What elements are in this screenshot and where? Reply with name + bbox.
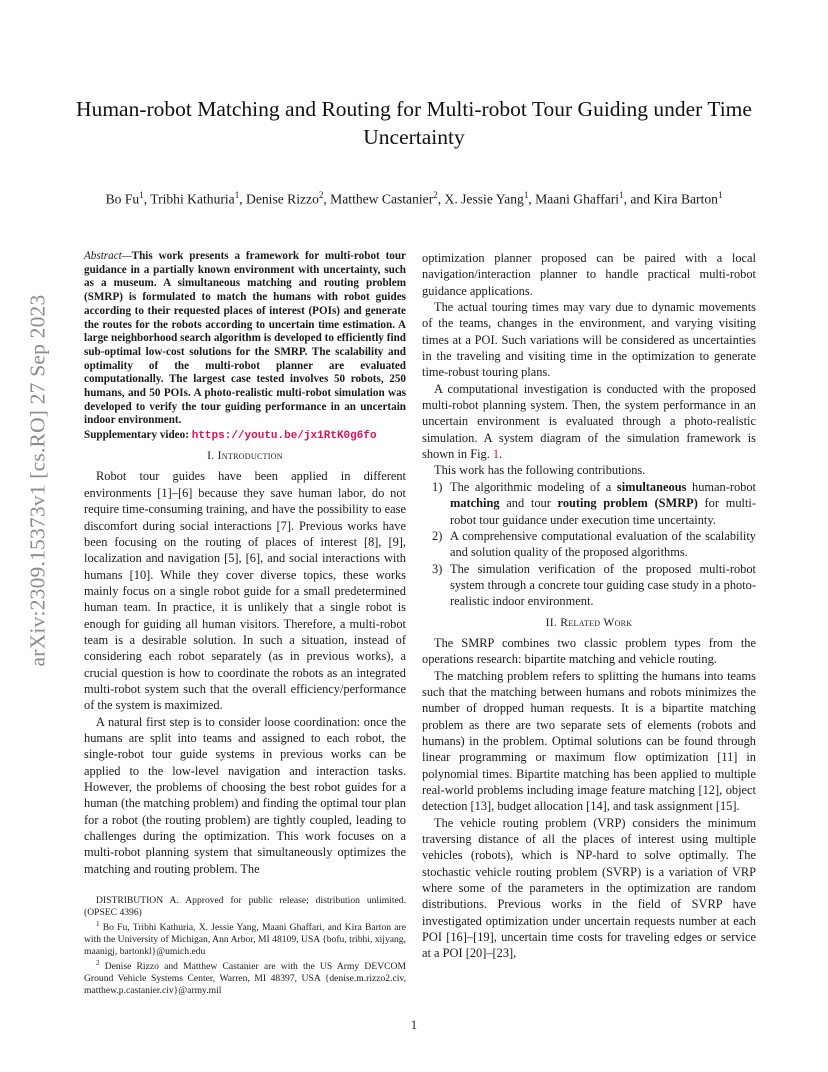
author-name: Matthew Castanier: [330, 191, 434, 207]
abstract-dash: —: [121, 250, 132, 262]
arxiv-identifier-stamp: [18, 285, 58, 675]
author-name: Maani Ghaffari: [535, 191, 620, 207]
right-paragraph-1: optimization planner proposed can be paired with a local navigation/interaction planner to handle practical multi-robot guidance applications.: [422, 251, 756, 298]
abstract: [84, 250, 406, 428]
list-item-text: [450, 479, 756, 528]
list-item-number: 2): [432, 528, 443, 543]
text-run: for multi-robot tour guidance under execution time uncertainty.: [450, 496, 756, 527]
right-paragraph-3: [422, 381, 756, 463]
abstract-text: This work presents a framework for multi-robot tour guidance in a partially known environment with uncertainty, such as a museum. A simultaneous matching and routing problem (SMRP) is formulated to match the humans with robot guides according to their requested places of interest (POIs) and generate the routes for the robots according to uncertain time estimation. A large neighborhood search algorithm is developed to efficiently find sub-optimal low-cost solutions for the SMRP. The scalability and optimality of the multi-robot planner are evaluated computationally. The largest case tested involves 50 robots, 250 humans, and 50 POIs. A photo-realistic multi-robot simulation was developed to verify the tour guiding performance in an uncertain indoor environment.: [84, 250, 406, 427]
right-paragraph-2: The actual touring times may vary due to dynamic movements of the teams, changes in the environment, and varying visiting times at a POI. Such variations will be considered as uncertainties in the traveling and visiting time in the optimization to generate time-robust touring plans.: [422, 300, 756, 380]
author-name: Denise Rizzo: [246, 191, 319, 207]
intro-paragraph-2: A natural first step is to consider loose coordination: once the humans are split into teams and assigned to each robot, the single-robot tour guide systems in previous works can be applied to the low-level navigation and interaction tasks. However, the problems of choosing the best robot guides for a human (the matching problem) and finding the optimal tour plan for a robot (the routing problem) are tightly coupled, leading to challenges during the optimization. This work focuses on a multi-robot planning system that simultaneously optimizes the matching and routing problem. The: [84, 714, 406, 876]
figure-reference-link[interactable]: 1: [492, 447, 500, 462]
bold-run: routing problem (SMRP): [557, 496, 698, 511]
text-run: The algorithmic modeling of a: [450, 479, 617, 494]
footnotes: [84, 895, 406, 997]
related-paragraph-2: The matching problem refers to splitting the humans into teams such that the matching between humans and robots minimizes the number of dropped human requests. It is a bipartite matching problem as there are two separate sets of elements (robots and humans) in the problem. Optimal solutions can be found through linear programming or maximum flow optimization [11] in polynomial times. Bipartite matching has been applied to multiple real-world problems including image feature matching [12], object detection [13], budget allocation [14], and task assignment [15].: [422, 668, 756, 814]
footnote-2-text: Denise Rizzo and Matthew Castanier are with the US Army DEVCOM Ground Vehicle Systems Center, Warren, MI 48397, USA {denise.m.rizzo2.civ, matthew.p.castanier.civ}@army.mil: [84, 960, 406, 996]
footnote-2-mark: 2: [96, 958, 100, 967]
paper-title: Human-robot Matching and Routing for Multi-robot Tour Guiding under Time Uncertainty: [76, 97, 752, 149]
author-affiliation: 1: [139, 190, 144, 200]
related-paragraph-3: The vehicle routing problem (VRP) considers the minimum traversing distance of all the places of interest using multiple vehicles (robots), which is NP-hard to solve optimally. The stochastic vehicle routing problem (SVRP) is a variation of VRP where some of the parameters in the optimization are random distributions. Previous works in the field of SVRP have investigated optimization under uncertain requests number at each POI [16]–[19], uncertain time costs for traveling edges or service at a POI [20]–[23],: [422, 815, 756, 961]
left-column: [84, 250, 406, 877]
author-affiliation: 2: [433, 190, 438, 200]
right-paragraph-4: This work has the following contributions.: [434, 463, 646, 478]
list-item-number: 3): [432, 561, 443, 576]
supplementary-label: Supplementary video:: [84, 429, 189, 442]
list-item-text: A comprehensive computational evaluation of the scalability and solution quality of the proposed algorithms.: [450, 528, 756, 560]
right-paragraph-3-text: A computational investigation is conducted with the proposed multi-robot planning system. Then, the system performance in an uncertain environment is evaluated through a photo-realistic simulation. A system diagram of the simulation framework is shown in Fig.: [422, 381, 756, 462]
author-affiliation: 1: [523, 190, 529, 200]
related-paragraph-1: The SMRP combines two classic problem types from the operations research: bipartite matching and vehicle routing.: [422, 635, 756, 667]
contributions-list: [422, 479, 756, 610]
page-number: 1: [410, 1018, 418, 1032]
footnote-1-mark: 1: [96, 919, 100, 928]
author-affiliation: 1: [717, 190, 723, 200]
list-item-number: 1): [432, 479, 443, 494]
list-item-text: The simulation verification of the proposed multi-robot system through a concrete tour guiding case study in a photo-realistic indoor environment.: [450, 561, 756, 609]
list-item: [422, 528, 756, 561]
author-name: Tribhi Kathuria: [150, 191, 235, 207]
text-run: and tour: [499, 496, 558, 511]
footnote-distribution: DISTRIBUTION A. Approved for public release; distribution unlimited. (OPSEC 4396): [84, 895, 406, 918]
author-name: and Kira Barton: [630, 191, 718, 207]
footnote-2: [84, 958, 406, 997]
right-paragraph-3-end: .: [499, 447, 503, 462]
author-name: X. Jessie Yang: [444, 191, 524, 207]
author-affiliation: 1: [619, 190, 624, 200]
bold-run: simultaneous: [616, 479, 687, 494]
intro-paragraph-1: Robot tour guides have been applied in different environments [1]–[6] because they save human labor, do not require time-consuming training, and have the possibility to ease discomfort during social interactions [7]. Previous works have been focusing on the routing of places of interest [8], [9], localization and navigation [5], [6], and social interactions with humans [10]. While they cover diverse topics, these works mainly focus on a single robot guide for a small predetermined human team. In practice, it is unlikely that a single robot is enough for guiding all human visitors. Therefore, a multi-robot team is a desirable solution. In such a situation, instead of considering each robot separately (as in previous works), a crucial question is how to coordinate the robots as an integrated multi-robot system such that the overall efficiency/performance of the system is maximized.: [84, 469, 406, 713]
supplementary-video-link[interactable]: https://youtu.be/jx1RtK0g6fo: [191, 430, 377, 443]
author-name: Bo Fu: [105, 191, 140, 207]
arxiv-identifier-text: arXiv:2309.15373v1 [cs.RO] 27 Sep 2023: [25, 294, 50, 666]
text-run: human-robot: [686, 479, 756, 494]
author-affiliation: 2: [318, 190, 324, 200]
supplementary-video: [84, 428, 406, 443]
abstract-lead: Abstract: [84, 250, 122, 262]
author-list: Bo Fu$^1$, Tribhi Kathuria$^1$, Denise Rizzo$^2$, Matthew Castanier$^2$, X. Jessie Yang$^1$, Maani Ghaffari$^1$, and Kira Barton$^1$: [105, 190, 723, 207]
right-column: [422, 250, 756, 962]
list-item: [422, 479, 756, 528]
section-title-introduction: I. Introduction: [207, 449, 283, 463]
section-title-related-work: II. Related Work: [545, 615, 633, 629]
list-item: [422, 561, 756, 610]
author-affiliation: 1: [234, 190, 240, 200]
footnote-1-text: Bo Fu, Tribhi Kathuria, X. Jessie Yang, Maani Ghaffari, and Kira Barton are with the University of Michigan, Ann Arbor, MI 48109, USA {bofu, tribhi, xijyang, maanigj, bartonkl}@umich.edu: [84, 922, 406, 957]
footnote-1: [84, 919, 406, 958]
bold-run: matching: [450, 496, 500, 511]
